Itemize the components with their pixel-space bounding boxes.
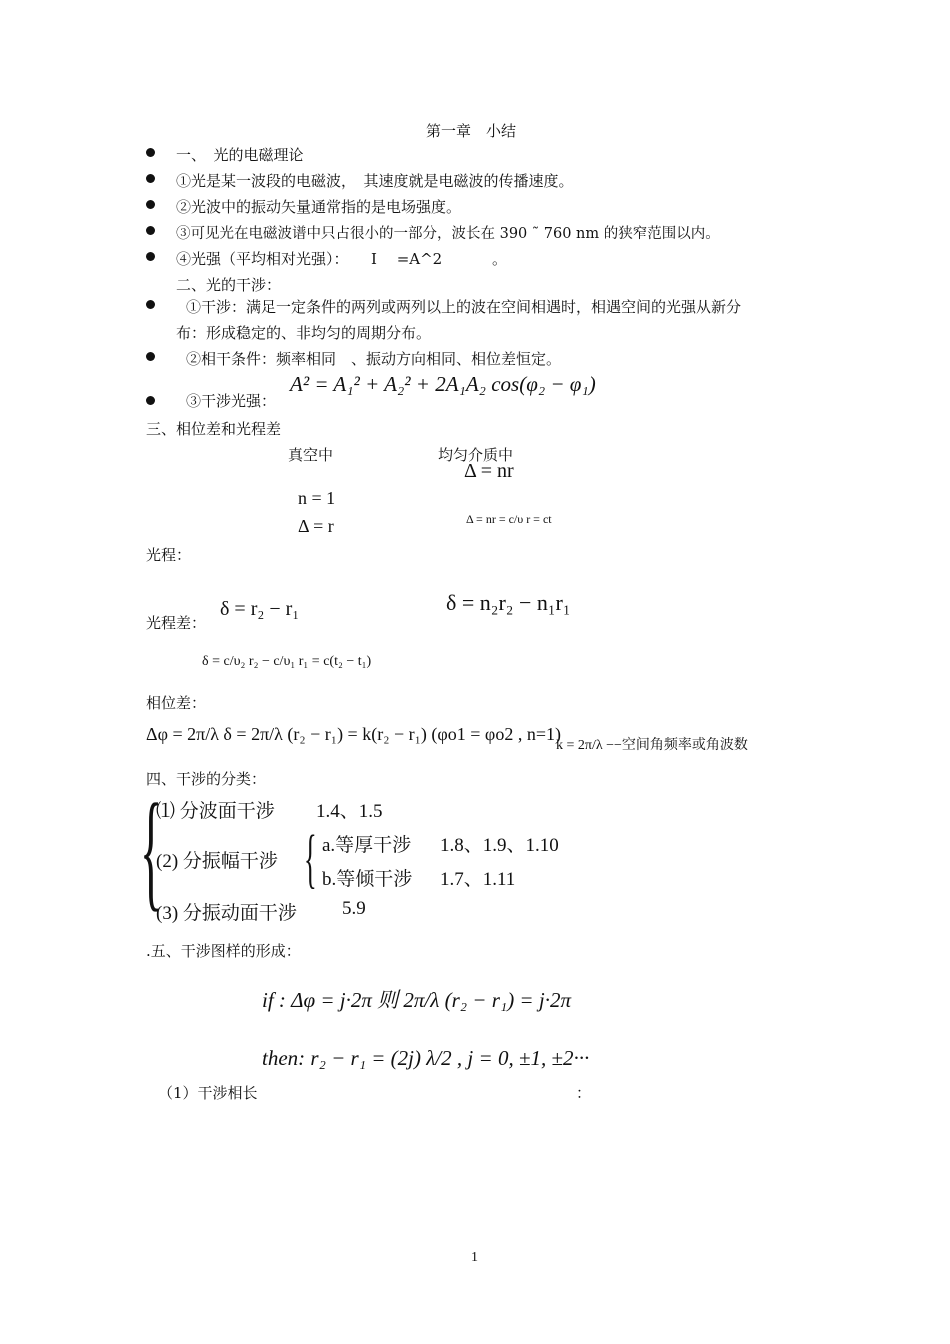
item-vibration-vector: ②光波中的振动矢量通常指的是电场强度。 <box>176 198 462 216</box>
page-title: 第一章 小结 <box>426 122 517 140</box>
phase-label: 相位差： <box>146 694 207 712</box>
eq-medium: Δ = nr <box>464 460 514 482</box>
constructive-interference-label: （1）干涉相长 <box>158 1084 258 1102</box>
eq-then-condition: then: r₂ − r₁ = (2j) λ/2 , j = 0, ±1, ±2··· <box>262 1046 590 1070</box>
class-division-amplitude: (2) 分振幅干涉 <box>156 851 278 872</box>
interference-definition-line1: ①干涉：满足一定条件的两列或两列以上的波在空间相遇时，相遇空间的光强从新分 <box>186 298 742 316</box>
section3-heading: 三、相位差和光程差 <box>146 420 282 438</box>
eq-n1: n = 1 <box>298 488 336 508</box>
phase-formula: Δφ = 2π/λ δ = 2π/λ (r₂ − r₁) = k(r₂ − r₁) (φo1 = φo2 , n=1) <box>146 724 561 744</box>
item-intensity: ④光强（平均相对光强）： I =A^2 。 <box>176 250 507 268</box>
bullet-icon <box>146 300 155 309</box>
opd-label: 光程差： <box>146 614 207 632</box>
optical-path-label: 光程： <box>146 546 192 564</box>
section1-heading: 一、 光的电磁理论 <box>176 146 304 164</box>
class-division-vibration-refs: 5.9 <box>342 898 366 919</box>
interference-definition-line2: 布：形成稳定的、非均匀的周期分布。 <box>176 324 432 342</box>
opd-vacuum: δ = r₂ − r₁ <box>220 598 300 620</box>
bullet-icon <box>146 148 155 157</box>
wave-number-note: k = 2π/λ −−空间角频率或角波数 <box>556 738 748 753</box>
classification-brace: { <box>140 776 163 923</box>
intensity-label: ③干涉光强： <box>186 392 277 410</box>
class-division-vibration: (3) 分振动面干涉 <box>156 903 297 924</box>
bullet-icon <box>146 200 155 209</box>
bullet-icon <box>146 396 155 405</box>
class-division-wavefront-refs: 1.4、1.5 <box>316 801 383 822</box>
eq-vacuum: Δ = r <box>298 516 334 536</box>
col-medium: 均匀介质中 <box>438 446 514 464</box>
item-visible-light: ③可见光在电磁波谱中只占很小的一部分，波长在 390 ˜ 760 nm 的狭窄范围以内。 <box>176 226 720 242</box>
class-equal-inclination: b.等倾干涉 <box>322 869 413 890</box>
eq-medium-ct: Δ = nr = c/υ r = ct <box>466 512 552 526</box>
class-equal-thickness: a.等厚干涉 <box>322 835 412 856</box>
class-equal-inclination-refs: 1.7、1.11 <box>440 869 516 890</box>
col-vacuum: 真空中 <box>288 446 334 464</box>
section2-heading: 二、光的干涉： <box>176 276 282 294</box>
bullet-icon <box>146 226 155 235</box>
opd-medium: δ = n₂r₂ − n₁r₁ <box>446 590 571 615</box>
intensity-formula: A² = A₁² + A₂² + 2A₁A₂ cos(φ₂ − φ₁) <box>290 372 596 396</box>
bullet-icon <box>146 352 155 361</box>
class-equal-thickness-refs: 1.8、1.9、1.10 <box>440 835 559 856</box>
bullet-icon <box>146 174 155 183</box>
page-number: 1 <box>471 1250 478 1265</box>
trailing-colon: ： <box>576 1084 592 1102</box>
coherence-conditions: ②相干条件：频率相同 、振动方向相同、相位差恒定。 <box>186 350 562 368</box>
opd-time: δ = c/υ₂ r₂ − c/υ₁ r₁ = c(t₂ − t₁) <box>202 654 372 669</box>
amplitude-subbrace: { <box>304 822 317 895</box>
section4-heading: 四、干涉的分类： <box>146 770 267 788</box>
item-em-wave: ①光是某一波段的电磁波， 其速度就是电磁波的传播速度。 <box>176 172 574 190</box>
class-division-wavefront: ⑴ 分波面干涉 <box>156 801 275 822</box>
eq-if-condition: if : Δφ = j·2π 则 2π/λ (r₂ − r₁) = j·2π <box>262 988 571 1012</box>
bullet-icon <box>146 252 155 261</box>
section5-heading: .五、干涉图样的形成： <box>146 942 301 960</box>
